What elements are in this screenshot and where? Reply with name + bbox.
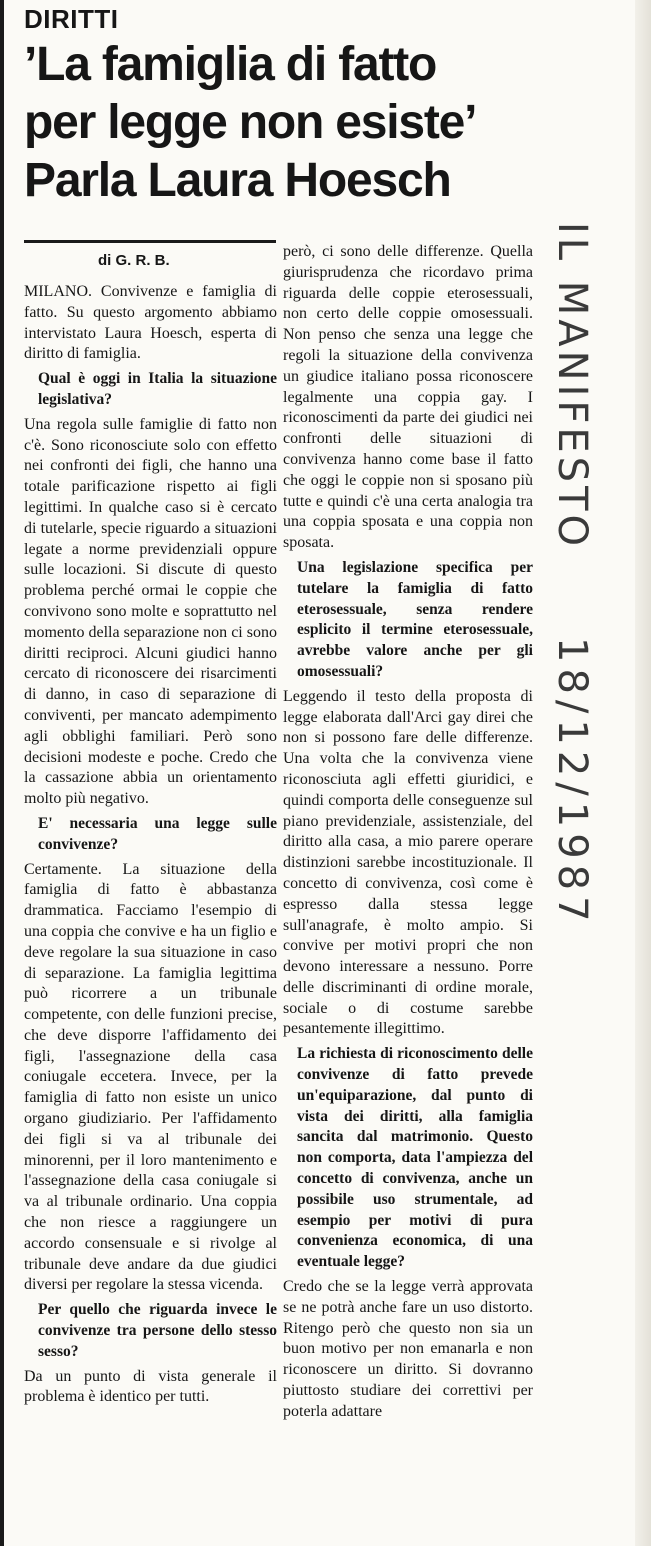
section-kicker: DIRITTI xyxy=(24,4,119,34)
headline-line: ’La famiglia di fatto xyxy=(24,38,437,91)
left-column-rule xyxy=(0,0,4,1546)
headline-line: Parla Laura Hoesch xyxy=(24,154,451,207)
article-column-left xyxy=(24,282,277,1408)
article-headline xyxy=(24,36,584,210)
interview-question: E' necessaria una legge sulle convivenze? xyxy=(38,814,277,853)
article-paragraph: Credo che se la legge verrà approvata se ne potrà anche fare un uso distorto. Ritengo però che questo non sia un buon motivo per non emanarla e non riconoscere un diritto. Si dovranno piuttosto studiare dei correttivi per poterla adattare xyxy=(283,1278,533,1420)
byline: di G. R. B. xyxy=(98,252,170,269)
article-paragraph: Certamente. La situazione della famiglia di fatto è abbastanza drammatica. Facciamo l'esempio di una coppia che convive e ha un figlio e deve regolare la sua situazione in caso di separazione. La famiglia legittima può ricorrere a un tribunale competente, con delle funzioni precise, che deve disporre l'affidamento dei figli, l'assegnazione della casa coniugale eccetera. Invece, per la famiglia di fatto non esiste un unico organo giudiziario. Per l'affidamento dei figli si va al tribunale dei minorenni, per il loro mantenimento e l'assegnazione della casa coniugale si va al tribunale ordinario. Una coppia che non riesce a raggiungere un accordo consensuale e si rivolge al tribunale deve andare da due giudici diversi per regolare la stessa vicenda. xyxy=(24,860,277,1294)
handwritten-annotation xyxy=(545,222,599,1302)
byline-rule xyxy=(24,240,276,243)
headline-line: per legge non esiste’ xyxy=(24,96,477,149)
interview-question: Qual è oggi in Italia la situazione legislativa? xyxy=(38,370,277,408)
article-paragraph: Una regola sulle famiglie di fatto non c'è. Sono riconosciute solo con effetto nei confronti dei figli, che hanno una totale parificazione rispetto ai figli legittimi. In qualche caso si è cercato di tutelarle, specie riguardo a situazioni legate a norme previdenziali oppure sulle locazioni. Si discute di questo problema perché ormai le coppie che convivono sono molte e soprattutto nel momento della separazione non ci sono diritti reciproci. Alcuni giudici hanno cercato di riconoscere dei risarcimenti di danno, in caso di separazione di conviventi, per mancato adempimento agli obblighi familiari. Però sono decisioni modeste e poche. Credo che la cassazione abbia un orientamento molto più negativo. xyxy=(24,415,277,808)
article-paragraph: però, ci sono delle differenze. Quella giurisprudenza che ricordavo prima riguarda delle coppie eterosessuali, non certo delle coppie omosessuali. Non penso che senza una legge che regoli la situazione della convivenza un giudice italiano possa riconoscere legalmente una coppia gay. I riconoscimenti da parte dei giudici nei confronti delle situazioni di convivenza hanno come base il fatto che oggi le coppie non si sposano più tutte e quindi c'è una certa analogia tra una coppia sposata e una coppia non sposata. xyxy=(283,243,533,552)
handwritten-masthead: IL MANIFESTO xyxy=(549,222,595,550)
interview-question: Una legislazione specifica per tutelare la famiglia di fatto eterosessuale, senza rendere esplicito il termine eterosessuale, avrebbe valore anche per gli omosessuali? xyxy=(297,558,533,680)
article-column-right xyxy=(283,242,533,1423)
article-paragraph: Da un punto di vista generale il problema è identico per tutti. xyxy=(24,1367,277,1406)
interview-question: La richiesta di riconoscimento delle convivenze di fatto prevede un'equiparazione, dal punto di vista dei diritti, alla famiglia sancita dal matrimonio. Questo non comporta, data l'ampiezza del concetto di convivenza, anche un possibile uso strumentale, ad esempio per motivi di pura convenienza economica, di una eventuale legge? xyxy=(297,1045,533,1271)
page-edge-shadow xyxy=(635,0,651,1546)
article-paragraph: MILANO. Convivenze e famiglia di fatto. Su questo argomento abbiamo intervistato Laura Hoesch, esperta di diritto di famiglia. xyxy=(24,283,277,363)
handwritten-date: 18/12/1987 xyxy=(549,637,595,928)
interview-question: Per quello che riguarda invece le convivenze tra persone dello stesso sesso? xyxy=(38,1301,277,1360)
article-paragraph: Leggendo il testo della proposta di legge elaborata dall'Arci gay direi che non si possono fare delle differenze. Una volta che la convivenza viene riconosciuta agli effetti giuridici, e quindi comporta delle conseguenze sul piano previdenziale, assistenziale, del diritto alla casa, a mio parere operare distinzioni sarebbe incostituzionale. Il concetto di convivenza, così come è espresso dalla stessa legge sull'anagrafe, è molto ampio. Si convive per motivi propri che non devono interessare a nessuno. Porre delle discriminanti di ordine morale, sociale o di costume sarebbe pesantemente illegittimo. xyxy=(283,687,533,1038)
